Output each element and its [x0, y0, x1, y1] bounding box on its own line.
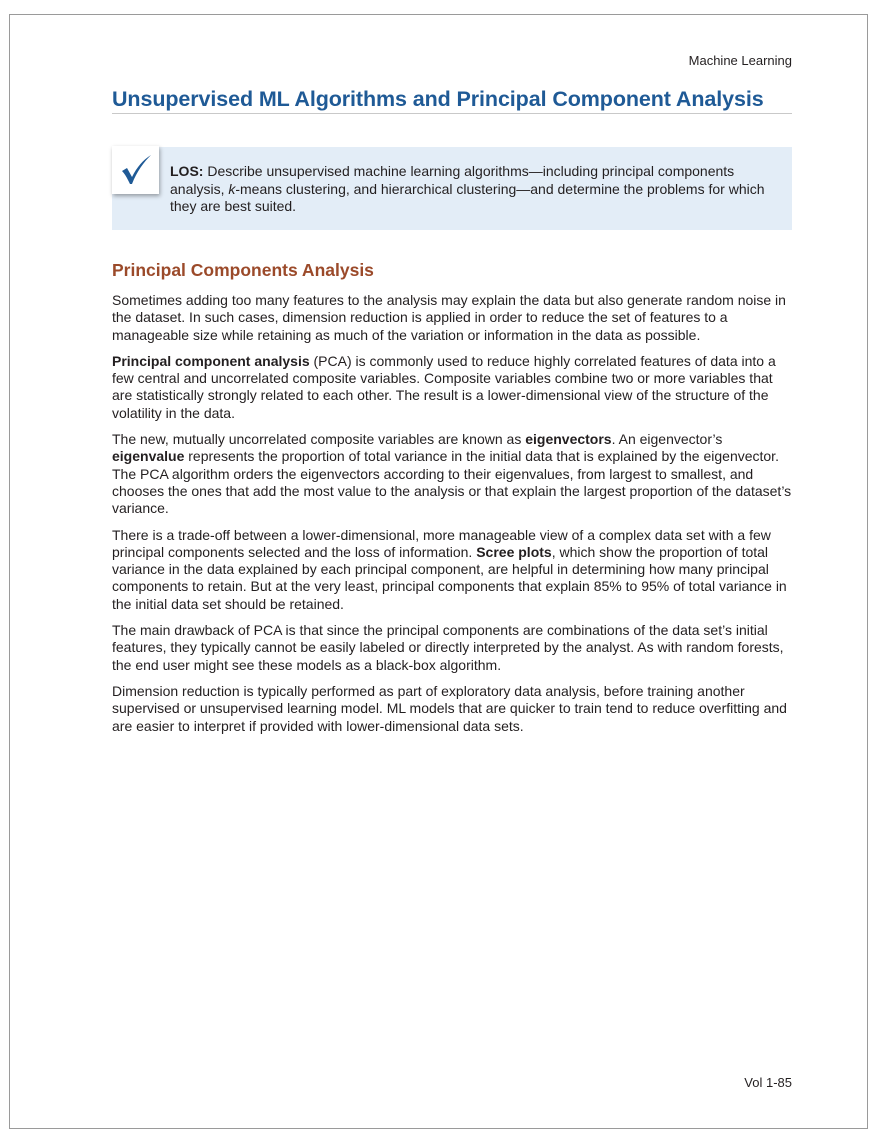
term-scree-plots: Scree plots — [476, 543, 552, 560]
page-title: Unsupervised ML Algorithms and Principal Component Analysis — [112, 87, 764, 111]
paragraph-2-text: (PCA) is commonly used to reduce highly correlated features of data into a few central and uncorrelated composite variables. Composite variables combine two or more variables that are statistically strongly related to each other. The result is a lower-dimensional view of the structure of the volatility in the data. — [112, 352, 776, 421]
paragraph-4 — [112, 527, 796, 613]
los-text-part-2: -means clustering, and hierarchical clustering—and determine the problems for which they are best suited. — [170, 180, 765, 214]
paragraph-3 — [112, 431, 796, 517]
page-number: Vol 1-85 — [744, 1075, 792, 1090]
paragraph-5-text: The main drawback of PCA is that since the principal components are combinations of the data set’s initial features, they typically cannot be easily labeled or directly interpreted by the analyst. As with random forests, the end user might see these models as a black-box algorithm. — [112, 622, 784, 673]
term-eigenvectors: eigenvectors — [525, 431, 612, 448]
paragraph-6-text: Dimension reduction is typically performed as part of exploratory data analysis, before training another supervised or unsupervised learning model. ML models that are quicker to train tend to reduce overfitting and are easier to interpret if provided with lower-dimensional data sets. — [112, 682, 787, 734]
term-principal-component-analysis: Principal component analysis — [112, 352, 310, 369]
los-statement — [170, 163, 782, 216]
paragraph-2 — [112, 353, 796, 422]
los-k-italic: k — [228, 180, 236, 197]
paragraph-1 — [112, 292, 796, 344]
paragraph-4-text-1: There is a trade-off between a lower-dimensional, more manageable view of a complex data set with a few principal components selected and the loss of information. — [112, 526, 771, 560]
title-divider — [112, 113, 792, 114]
paragraph-6 — [112, 683, 796, 735]
paragraph-3-text-3: represents the proportion of total variance in the initial data that is explained by the eigenvector. The PCA algorithm orders the eigenvectors according to their eigenvalues, from largest to smallest, and chooses the ones that add the most value to the analysis or that explain the largest proportion of the dataset’s variance. — [112, 448, 792, 517]
paragraph-5 — [112, 622, 796, 674]
body-text — [112, 292, 796, 744]
section-heading: Principal Components Analysis — [112, 260, 374, 280]
checkmark-icon — [119, 154, 153, 186]
los-label: LOS: — [170, 163, 204, 179]
paragraph-4-text-2: , which show the proportion of total variance in the data explained by each principal component, are helpful in determining how many principal components to retain. But at the very least, principal components that explain 85% to 95% of total variance in the initial data set should be retained. — [112, 543, 787, 612]
paragraph-1-text: Sometimes adding too many features to the analysis may explain the data but also generate random noise in the dataset. In such cases, dimension reduction is applied in order to reduce the set of features to a manageable size while retaining as much of the variation or information in the data as possible. — [112, 292, 786, 343]
paragraph-3-text-2: . An eigenvector’s — [611, 431, 723, 448]
term-eigenvalue: eigenvalue — [112, 448, 185, 465]
los-icon-frame — [112, 146, 159, 194]
paragraph-3-text-1: The new, mutually uncorrelated composite variables are known as — [112, 431, 526, 448]
running-header: Machine Learning — [688, 53, 792, 68]
los-text-part-1: Describe unsupervised machine learning algorithms—including principal components analysis, — [170, 163, 735, 197]
